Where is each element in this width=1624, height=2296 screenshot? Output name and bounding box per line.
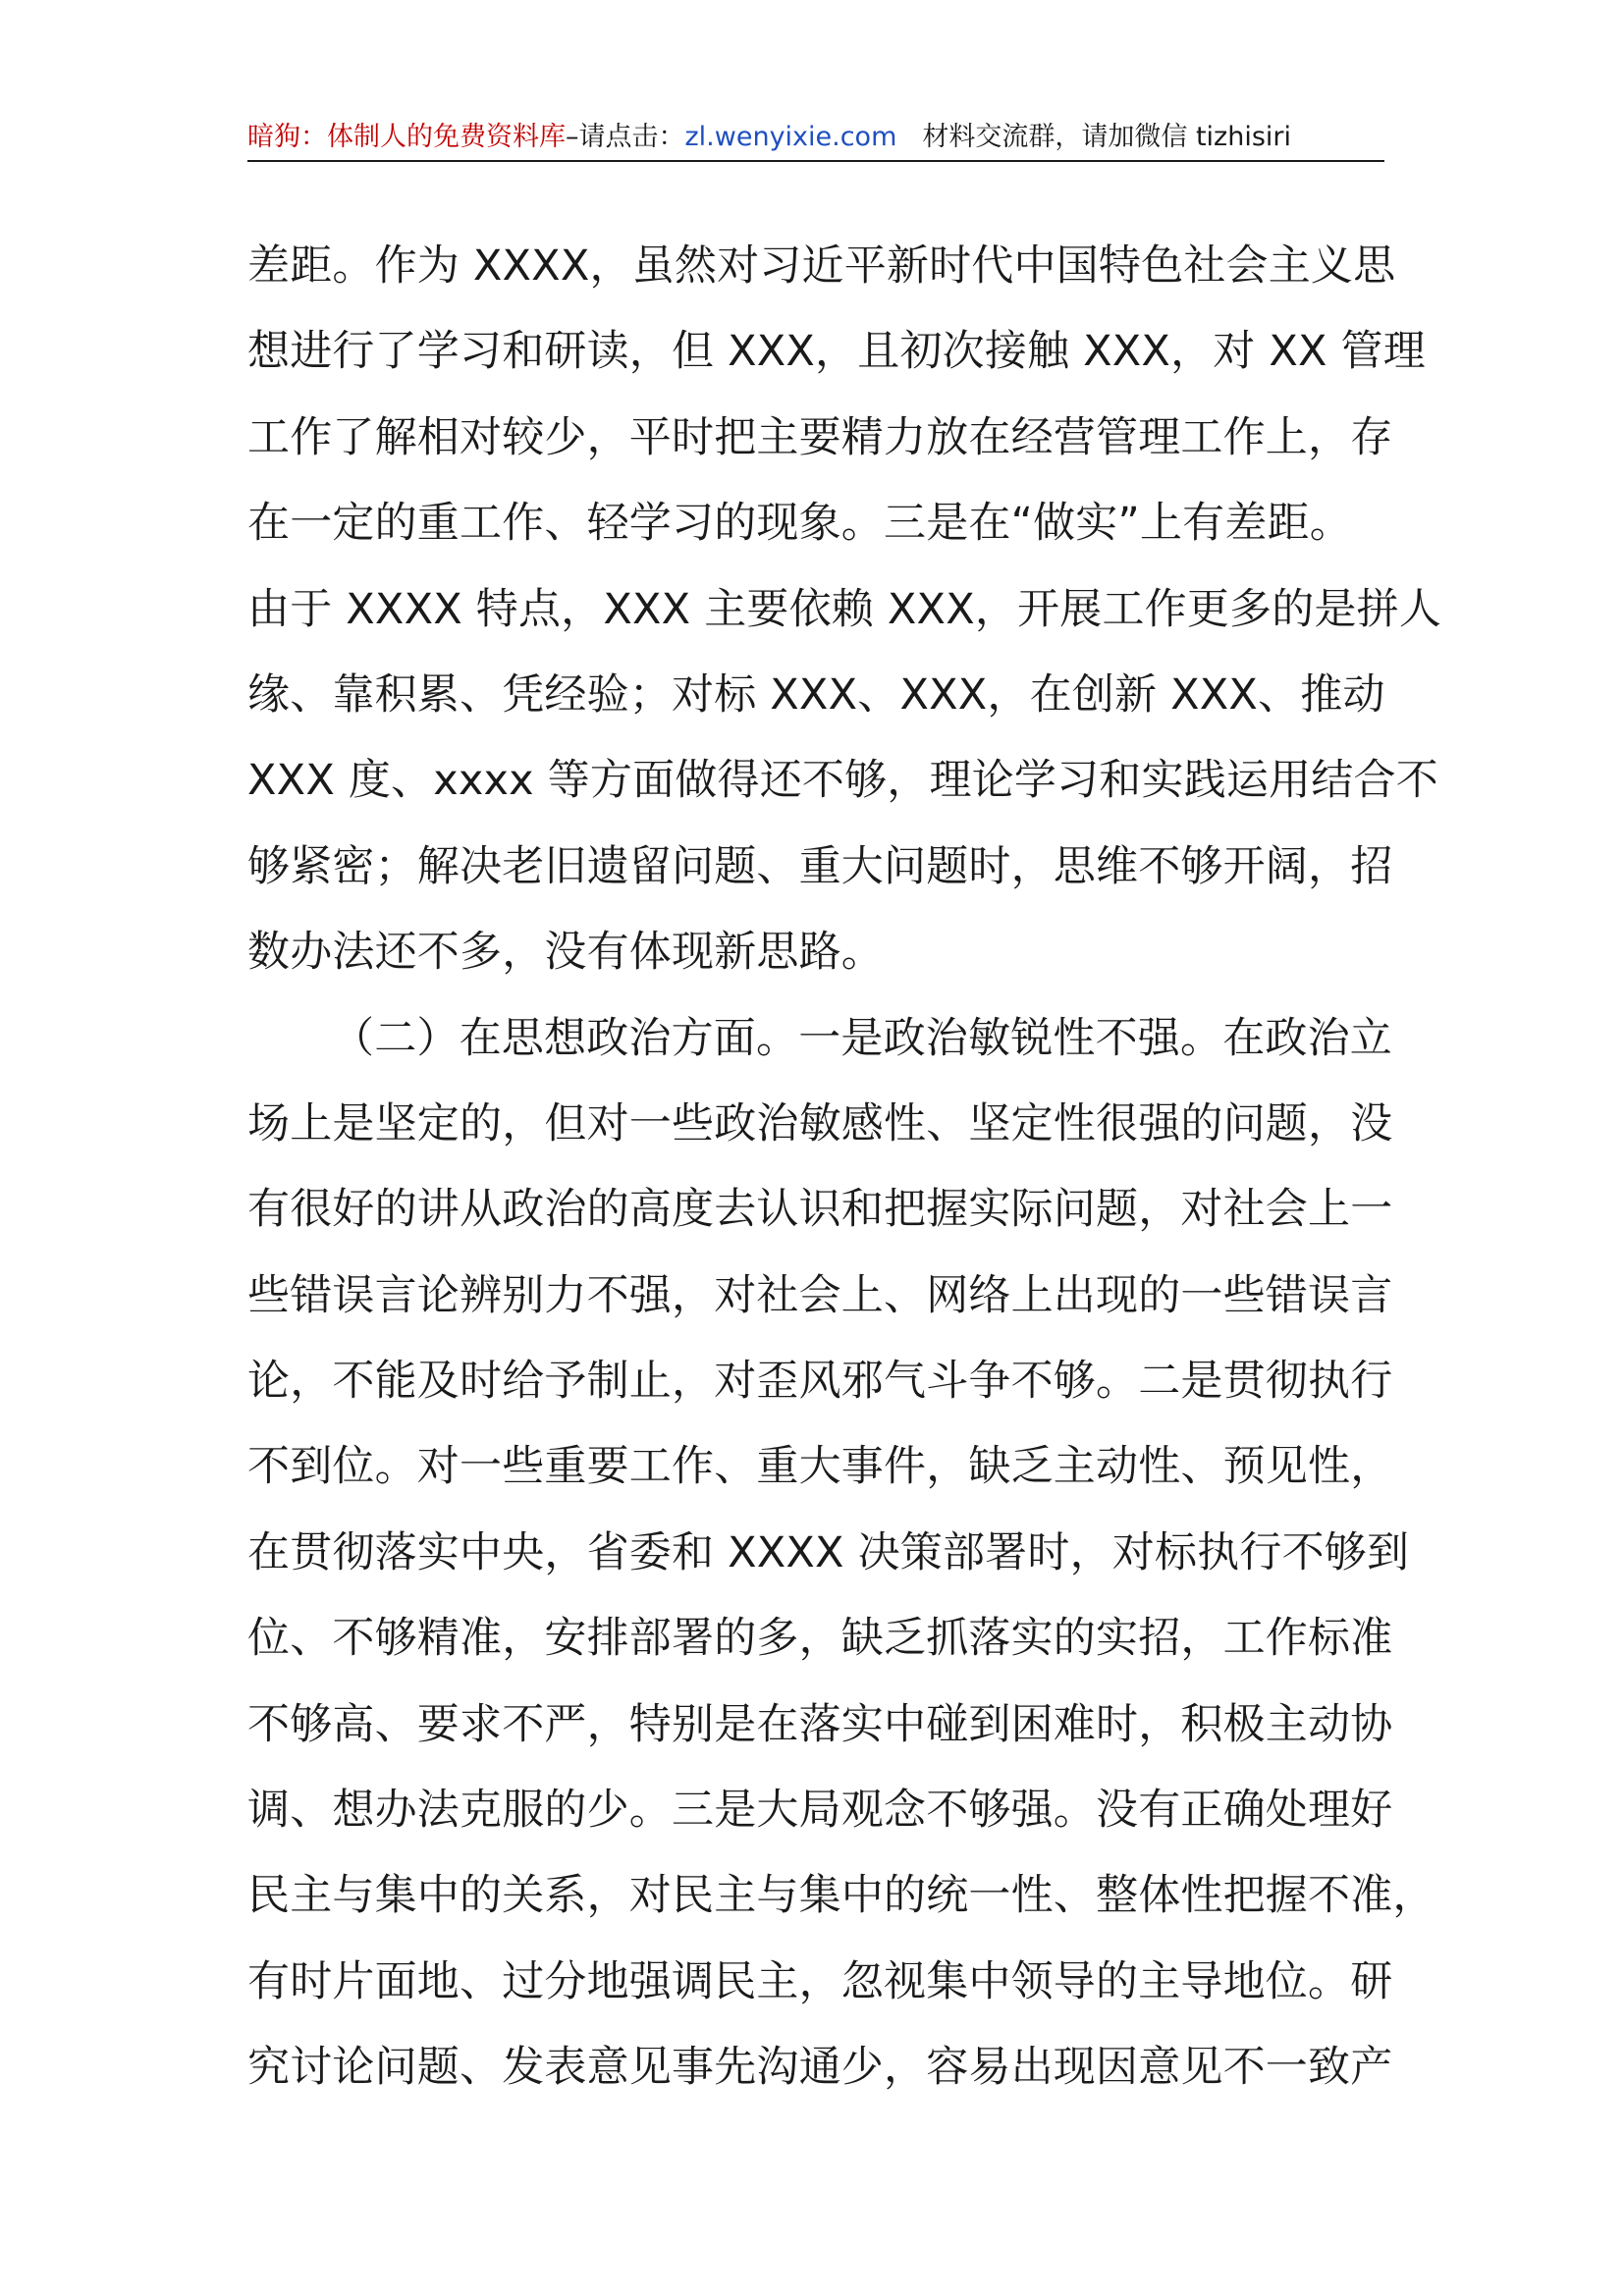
document-body bbox=[247, 224, 1442, 2111]
text-line: 位、不够精准，安排部署的多，缺乏抓落实的实招，工作标准 bbox=[247, 1614, 1393, 1664]
text-line: 有时片面地、过分地强调民主，忽视集中领导的主导地位。研 bbox=[247, 1956, 1393, 2006]
text-line: 由于 XXXX 特点，XXX 主要依赖 XXX，开展工作更多的是拼人 bbox=[247, 584, 1442, 634]
text-line: 有很好的讲从政治的高度去认识和把握实际问题，对社会上一 bbox=[247, 1185, 1393, 1235]
text-line: 想进行了学习和研读，但 XXX，且初次接触 XXX，对 XX 管理 bbox=[247, 327, 1426, 377]
header-site-name: 暗狗：体制人的免费资料库 bbox=[247, 122, 566, 152]
text-line: XXX 度、xxxx 等方面做得还不够，理论学习和实践运用结合不 bbox=[247, 756, 1438, 806]
text-line: 工作了解相对较少，平时把主要精力放在经营管理工作上，存 bbox=[247, 412, 1393, 462]
header-wechat-note: 材料交流群，请加微信 tizhisiri bbox=[922, 122, 1292, 152]
page-header bbox=[247, 116, 1384, 159]
text-line: 够紧密；解决老旧遗留问题、重大问题时，思维不够开阔，招 bbox=[247, 841, 1393, 891]
text-line: 缘、靠积累、凭经验；对标 XXX、XXX，在创新 XXX、推动 bbox=[247, 669, 1385, 720]
text-line: 调、想办法克服的少。三是大局观念不够强。没有正确处理好 bbox=[247, 1786, 1393, 1836]
header-divider bbox=[247, 160, 1384, 162]
text-line: 不到位。对一些重要工作、重大事件，缺乏主动性、预见性， bbox=[247, 1442, 1393, 1492]
text-line: 差距。作为 XXXX，虽然对习近平新时代中国特色社会主义思 bbox=[247, 241, 1396, 291]
section-heading-line: （二）在思想政治方面。一是政治敏锐性不强。在政治立 bbox=[332, 1013, 1392, 1063]
text-line: 民主与集中的关系，对民主与集中的统一性、整体性把握不准， bbox=[247, 1871, 1435, 1921]
text-line: 些错误言论辨别力不强，对社会上、网络上出现的一些错误言 bbox=[247, 1270, 1393, 1320]
text-line: 在贯彻落实中央，省委和 XXXX 决策部署时，对标执行不够到 bbox=[247, 1527, 1410, 1577]
text-line: 究讨论问题、发表意见事先沟通少，容易出现因意见不一致产 bbox=[247, 2043, 1393, 2093]
header-click-prefix: –请点击： bbox=[566, 122, 685, 152]
text-line: 场上是坚定的，但对一些政治敏感性、坚定性很强的问题，没 bbox=[247, 1098, 1393, 1148]
text-line: 在一定的重工作、轻学习的现象。三是在“做实”上有差距。 bbox=[247, 499, 1352, 549]
text-line: 不够高、要求不严，特别是在落实中碰到困难时，积极主动协 bbox=[247, 1699, 1393, 1749]
header-site-link[interactable]: zl.wenyixie.com bbox=[684, 122, 897, 152]
text-line: 数办法还不多，没有体现新思路。 bbox=[247, 928, 884, 978]
text-line: 论，不能及时给予制止，对歪风邪气斗争不够。二是贯彻执行 bbox=[247, 1357, 1393, 1407]
